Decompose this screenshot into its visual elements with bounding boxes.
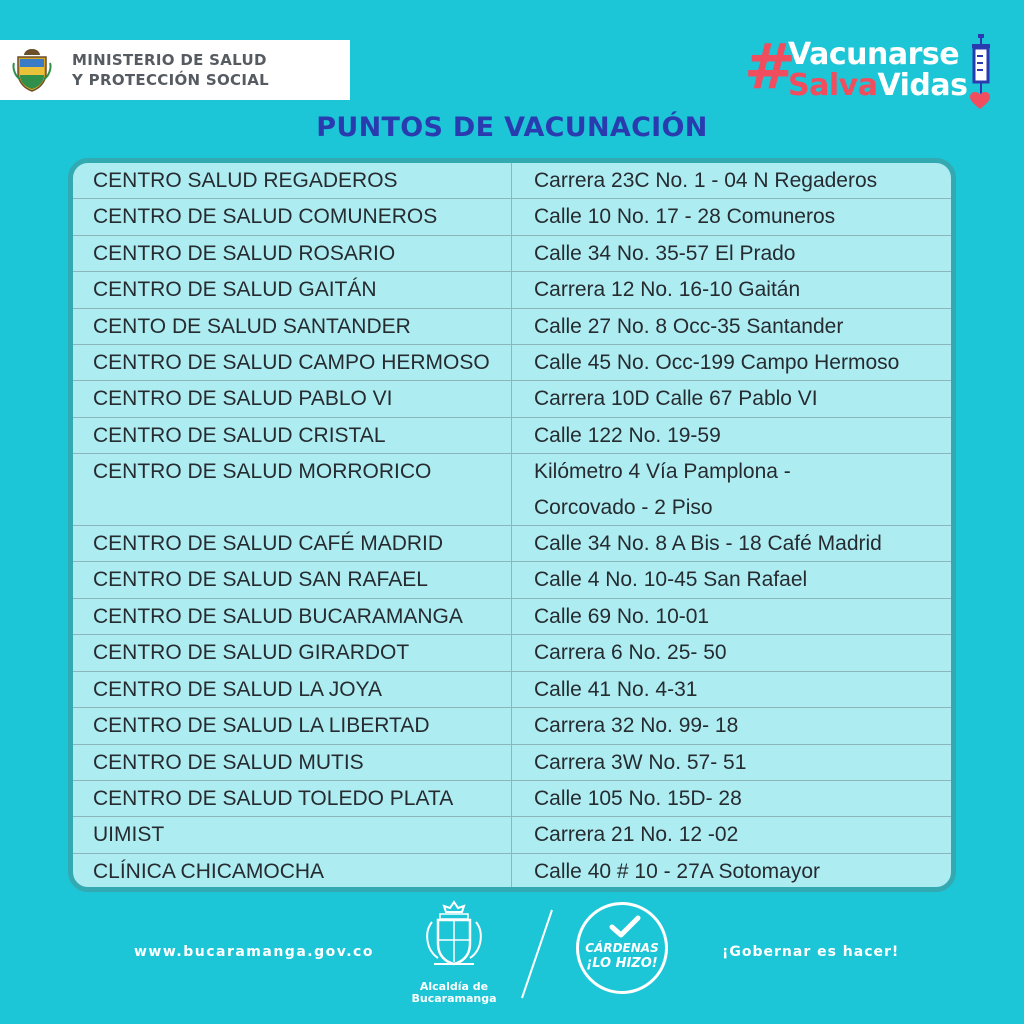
address-line: Carrera 12 No. 16-10 Gaitán	[534, 278, 801, 302]
address-line: Calle 41 No. 4-31	[534, 677, 698, 701]
table-row	[73, 163, 951, 199]
address-cell	[512, 454, 951, 525]
table-row	[73, 562, 951, 598]
address-line: Calle 34 No. 35-57 El Prado	[534, 241, 796, 265]
cardenas-line1: CÁRDENAS	[585, 941, 659, 955]
hashtag-salva: Salva	[788, 68, 878, 103]
bucaramanga-crest-icon	[416, 898, 492, 976]
center-name-cell: CENTRO DE SALUD CAFÉ MADRID	[73, 526, 512, 561]
center-name-cell: CENTRO DE SALUD COMUNEROS	[73, 199, 512, 234]
table-row	[73, 236, 951, 272]
table-row	[73, 454, 951, 526]
address-cell	[512, 854, 951, 889]
center-name-cell: CENTRO DE SALUD SAN RAFAEL	[73, 562, 512, 597]
table-row	[73, 817, 951, 853]
address-line: Carrera 23C No. 1 - 04 N Regaderos	[534, 169, 878, 192]
table-row	[73, 272, 951, 308]
center-name-cell: CENTRO DE SALUD LA JOYA	[73, 672, 512, 707]
table-row	[73, 672, 951, 708]
table-row	[73, 309, 951, 345]
address-cell	[512, 708, 951, 743]
center-name-cell: CENTRO DE SALUD ROSARIO	[73, 236, 512, 271]
checkmark-icon	[609, 915, 641, 939]
address-cell	[512, 526, 951, 561]
address-line: Carrera 32 No. 99- 18	[534, 714, 739, 738]
center-name-cell: CENTRO DE SALUD MORRORICO	[73, 454, 512, 525]
hashtag-vidas: Vidas	[877, 68, 968, 103]
table-row	[73, 526, 951, 562]
address-line: Carrera 3W No. 57- 51	[534, 750, 747, 774]
table-row	[73, 854, 951, 889]
center-name-cell: CENTRO DE SALUD GIRARDOT	[73, 635, 512, 670]
center-name-cell: CENTRO DE SALUD GAITÁN	[73, 272, 512, 307]
cardenas-line2: ¡LO HIZO!	[586, 956, 658, 971]
address-line: Carrera 21 No. 12 -02	[534, 823, 739, 847]
table-row	[73, 345, 951, 381]
address-line: Corcovado - 2 Piso	[534, 495, 713, 519]
address-cell	[512, 272, 951, 307]
table-row	[73, 635, 951, 671]
ministry-name-line1: MINISTERIO DE SALUD	[72, 51, 267, 69]
center-name-cell: CLÍNICA CHICAMOCHA	[73, 854, 512, 889]
heart-icon	[970, 92, 990, 110]
center-name-cell: UIMIST	[73, 817, 512, 852]
page-title: PUNTOS DE VACUNACIÓN	[316, 112, 708, 143]
hashtag-symbol: #	[744, 30, 796, 103]
center-name-cell: CENTRO DE SALUD MUTIS	[73, 745, 512, 780]
center-name-cell: CENTRO SALUD REGADEROS	[73, 163, 512, 198]
center-name-cell: CENTRO DE SALUD LA LIBERTAD	[73, 708, 512, 743]
address-line: Calle 34 No. 8 A Bis - 18 Café Madrid	[534, 532, 882, 556]
address-cell	[512, 745, 951, 780]
table-row	[73, 781, 951, 817]
center-name-cell: CENTO DE SALUD SANTANDER	[73, 309, 512, 344]
address-line: Kilómetro 4 Vía Pamplona -	[534, 460, 791, 484]
address-line: Calle 27 No. 8 Occ-35 Santander	[534, 314, 844, 338]
alcaldia-logo	[404, 898, 504, 1018]
table-row	[73, 381, 951, 417]
hashtag-line2	[788, 68, 968, 103]
address-cell	[512, 781, 951, 816]
center-name-cell: CENTRO DE SALUD PABLO VI	[73, 381, 512, 416]
address-cell	[512, 599, 951, 634]
address-cell	[512, 672, 951, 707]
table-row	[73, 199, 951, 235]
alcaldia-line2: Bucaramanga	[411, 992, 497, 1005]
address-cell	[512, 418, 951, 453]
address-cell	[512, 199, 951, 234]
center-name-cell: CENTRO DE SALUD TOLEDO PLATA	[73, 781, 512, 816]
hashtag-line1: Vacunarse	[788, 37, 960, 72]
address-cell	[512, 309, 951, 344]
address-line: Carrera 10D Calle 67 Pablo VI	[534, 387, 818, 411]
center-name-cell: CENTRO DE SALUD BUCARAMANGA	[73, 599, 512, 634]
coat-of-arms-icon	[12, 47, 52, 93]
address-cell	[512, 381, 951, 416]
table-row	[73, 418, 951, 454]
address-cell	[512, 635, 951, 670]
address-line: Carrera 6 No. 25- 50	[534, 641, 727, 665]
slogan: ¡Gobernar es hacer!	[722, 944, 900, 960]
syringe-icon	[968, 34, 994, 96]
website-link[interactable]: www.bucaramanga.gov.co	[134, 944, 374, 960]
cardenas-lo-hizo-badge	[576, 902, 668, 994]
address-cell	[512, 345, 951, 380]
table-row	[73, 708, 951, 744]
center-name-cell: CENTRO DE SALUD CAMPO HERMOSO	[73, 345, 512, 380]
address-cell	[512, 562, 951, 597]
address-cell	[512, 817, 951, 852]
address-line: Calle 45 No. Occ-199 Campo Hermoso	[534, 351, 900, 375]
address-line: Calle 40 # 10 - 27A Sotomayor	[534, 859, 821, 883]
center-name-cell: CENTRO DE SALUD CRISTAL	[73, 418, 512, 453]
vacunarse-salva-vidas-logo	[744, 30, 1004, 116]
alcaldia-line1: Alcaldía de	[419, 980, 489, 993]
address-cell	[512, 163, 951, 198]
table-row	[73, 599, 951, 635]
table-row	[73, 745, 951, 781]
divider-slash	[520, 908, 554, 1000]
address-line: Calle 69 No. 10-01	[534, 604, 710, 628]
vaccination-points-table	[68, 158, 956, 892]
ministry-logo-banner	[0, 40, 350, 100]
ministry-name-line2: Y PROTECCIÓN SOCIAL	[72, 71, 269, 89]
address-line: Calle 122 No. 19-59	[534, 423, 721, 447]
address-line: Calle 4 No. 10-45 San Rafael	[534, 568, 808, 592]
address-line: Calle 10 No. 17 - 28 Comuneros	[534, 205, 836, 229]
address-cell	[512, 236, 951, 271]
address-line: Calle 105 No. 15D- 28	[534, 786, 742, 810]
